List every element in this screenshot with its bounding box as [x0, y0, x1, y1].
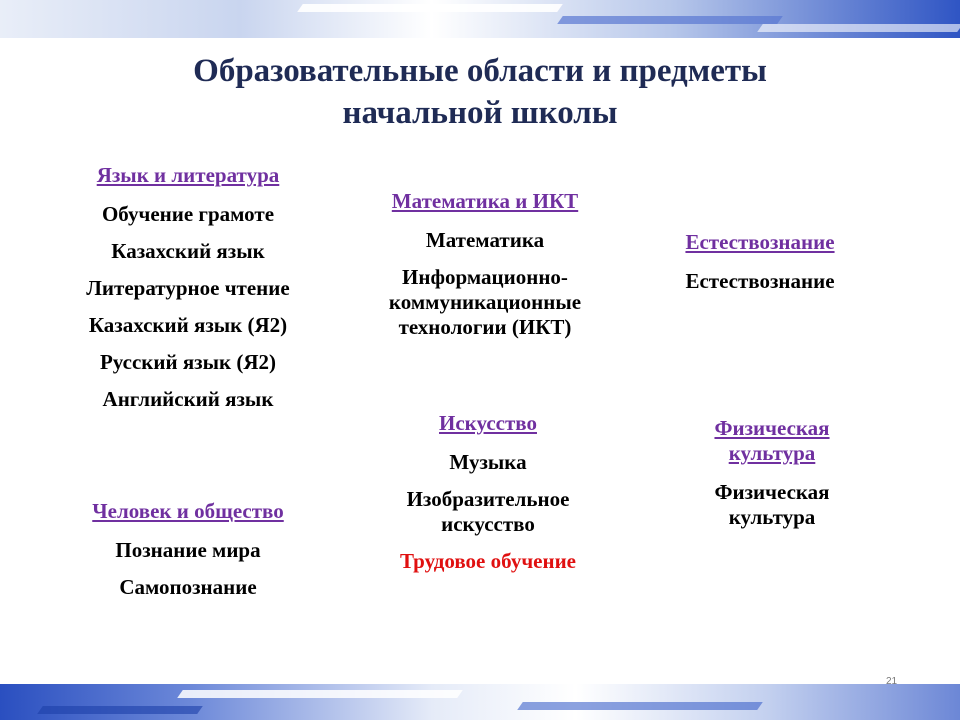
area-heading-natural-science[interactable]: Естествознание	[685, 230, 835, 254]
subject-fine-art: Изобразительное искусство	[406, 487, 570, 536]
subject-literacy: Обучение грамоте	[101, 202, 275, 226]
page-number: 21	[886, 676, 898, 687]
slide-title	[80, 50, 880, 134]
subject-kazakh-l2: Казахский язык (Я2)	[88, 313, 288, 337]
area-human-society	[40, 499, 336, 600]
subject-kazakh: Казахский язык	[111, 239, 265, 263]
area-heading-human-society[interactable]: Человек и общество	[92, 499, 284, 523]
subject-world-knowledge: Познание мира	[115, 538, 261, 562]
subject-english: Английский язык	[102, 387, 274, 411]
area-language-literature	[40, 163, 336, 412]
subject-natural-science: Естествознание	[685, 269, 835, 293]
bottom-decorative-band	[0, 684, 960, 720]
slide-title-line-1: Образовательные области и предметы	[193, 53, 767, 89]
subject-labor-training: Трудовое обучение	[399, 549, 577, 573]
area-heading-language-literature[interactable]: Язык и литература	[96, 163, 280, 187]
area-heading-art[interactable]: Искусство	[439, 411, 537, 435]
area-art	[350, 411, 626, 574]
area-natural-science	[640, 230, 880, 294]
subject-music: Музыка	[449, 450, 527, 474]
subject-math: Математика	[425, 228, 545, 252]
subject-physical-education: Физическая культура	[714, 480, 830, 529]
slide-title-line-2: начальной школы	[342, 95, 618, 131]
top-decorative-band	[0, 0, 960, 38]
area-math-ict	[350, 189, 620, 340]
subject-self-knowledge: Самопознание	[119, 575, 257, 599]
subject-ict: Информационно-коммуникационные технологии (ИКТ)	[388, 265, 582, 339]
area-heading-physical-education[interactable]: Физическая культура	[714, 416, 830, 465]
subject-literary-reading: Литературное чтение	[86, 276, 290, 300]
area-heading-math-ict[interactable]: Математика и ИКТ	[391, 189, 579, 213]
area-physical-education	[680, 416, 864, 530]
subject-russian-l2: Русский язык (Я2)	[99, 350, 277, 374]
